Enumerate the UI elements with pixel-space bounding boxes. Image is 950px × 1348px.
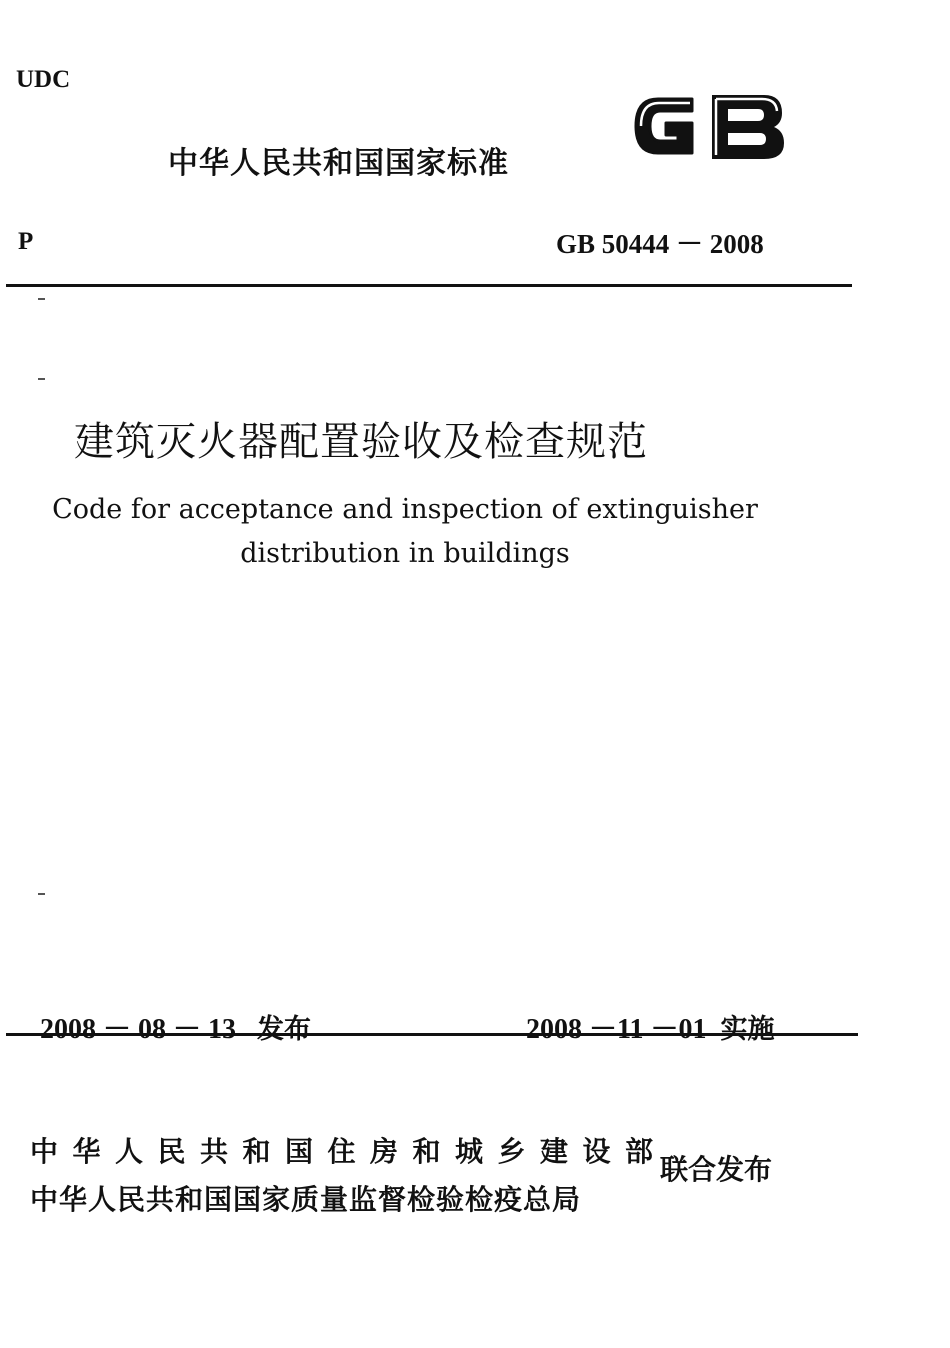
standard-category: 中华人民共和国国家标准	[168, 146, 509, 181]
margin-mark	[38, 893, 45, 895]
implement-date: 2008 －11 －01	[526, 1014, 707, 1045]
gb-logo	[630, 85, 790, 167]
jointly-issued-label: 联合发布	[660, 1153, 773, 1186]
title-english	[40, 488, 770, 576]
margin-mark	[38, 378, 45, 380]
top-divider	[6, 284, 852, 287]
udc-label: UDC	[16, 66, 71, 93]
bottom-divider	[6, 1033, 858, 1036]
publish-date: 2008 － 08 － 13	[40, 1014, 237, 1045]
publish-label: 发布	[257, 1014, 312, 1045]
title-chinese: 建筑灭火器配置验收及检查规范	[74, 419, 648, 465]
gb-logo-mark	[636, 95, 784, 159]
standard-number: GB 50444 － 2008	[556, 229, 764, 259]
implement-date-line	[512, 975, 774, 1047]
implement-label: 实施	[720, 1014, 775, 1045]
issuer-ministry-housing: 中华人民共和国住房和城乡建设部	[30, 1135, 668, 1168]
issuers-block	[30, 1128, 668, 1224]
title-english-line-2: distribution in buildings	[240, 538, 570, 569]
issuer-aqsiq: 中华人民共和国国家质量监督检验检疫总局	[30, 1183, 582, 1216]
classification-code: P	[18, 228, 34, 255]
publish-date-line	[26, 975, 311, 1047]
margin-mark	[38, 298, 45, 300]
title-english-line-1: Code for acceptance and inspection of extinguisher	[52, 494, 758, 525]
